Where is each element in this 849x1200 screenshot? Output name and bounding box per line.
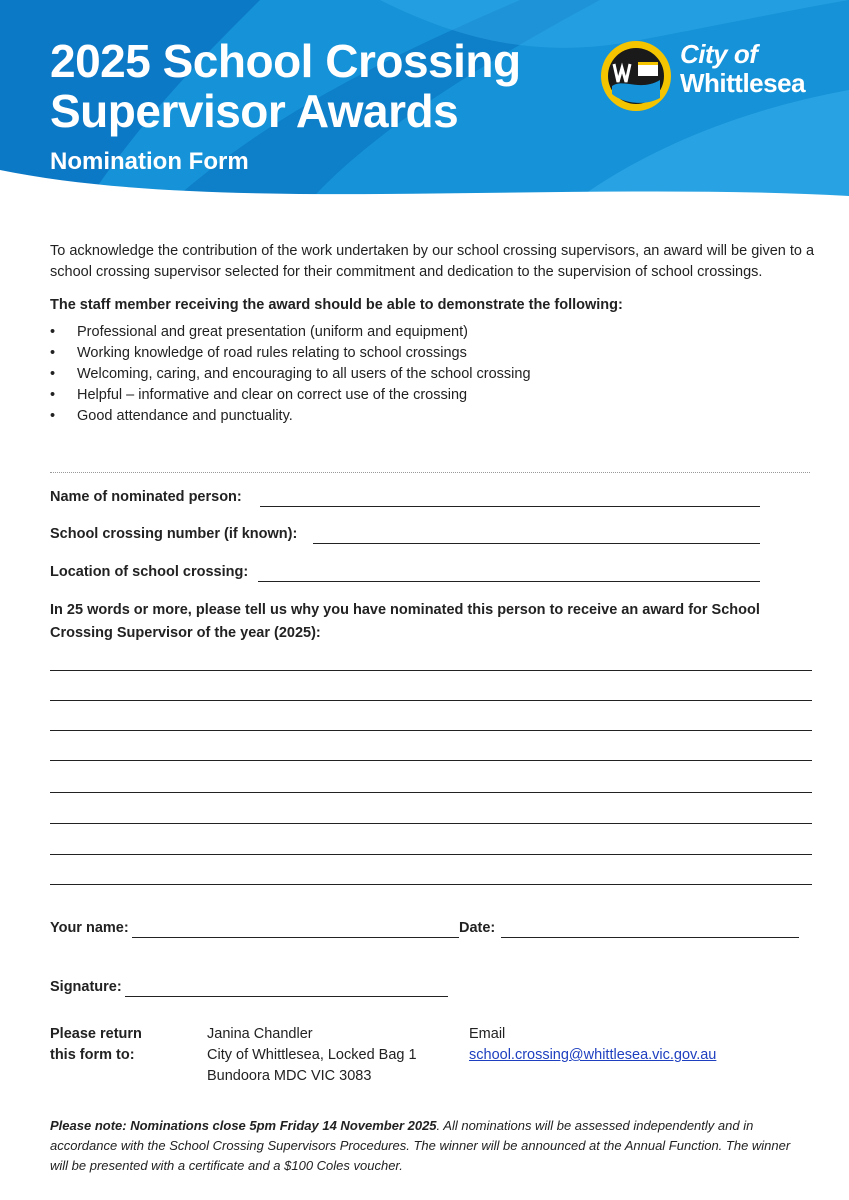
criteria-heading: The staff member receiving the award should be able to demonstrate the following:: [50, 297, 623, 313]
closing-note: [50, 1116, 810, 1176]
crossing-number-input-line[interactable]: [313, 543, 760, 544]
criteria-item: • Helpful – informative and clear on correct use of the crossing: [50, 385, 815, 406]
nominee-input-line[interactable]: [260, 506, 760, 507]
title-line-1: 2025 School Crossing: [50, 35, 521, 87]
title-line-2: Supervisor Awards: [50, 85, 459, 137]
your-name-input-line[interactable]: [132, 937, 459, 938]
intro-paragraph: To acknowledge the contribution of the work undertaken by our school crossing supervisors, an award will be given to a school crossing supervisor selected for their commitment and dedication to the supervision of school crossings.: [50, 243, 815, 280]
logo-line-1: City of: [680, 39, 758, 69]
email-link[interactable]: school.crossing@whittlesea.vic.gov.au: [469, 1047, 717, 1063]
city-logo-text: [680, 40, 805, 98]
answer-line[interactable]: [50, 760, 812, 761]
criteria-item: • Good attendance and punctuality.: [50, 406, 815, 427]
signature-field: [50, 979, 122, 995]
return-label-line-1: Please return: [50, 1026, 142, 1042]
return-name: Janina Chandler: [207, 1026, 313, 1042]
crossing-number-field: [50, 526, 297, 542]
form-intro-section: [50, 241, 815, 427]
date-field: [459, 920, 495, 936]
answer-line[interactable]: [50, 700, 812, 701]
location-input-line[interactable]: [258, 581, 760, 582]
header-banner: [0, 0, 849, 212]
location-label: Location of school crossing:: [50, 564, 249, 580]
logo-line-2: Whittlesea: [680, 68, 806, 98]
answer-line[interactable]: [50, 884, 812, 885]
email-label: Email: [469, 1026, 506, 1042]
criteria-list: [50, 322, 815, 427]
note-details: . All nominations will be assessed independently and in accordance with the School Crossing Supervisors Procedures. The winner will be announced at the Annual Function. The winner will be presented with a certificate and a $100 Coles voucher.: [50, 1118, 791, 1173]
nominee-label: Name of nominated person:: [50, 489, 242, 505]
return-address-line-1: City of Whittlesea, Locked Bag 1: [207, 1047, 417, 1063]
criteria-item: • Professional and great presentation (uniform and equipment): [50, 322, 815, 343]
crossing-number-label: School crossing number (if known):: [50, 526, 298, 542]
criteria-item: • Welcoming, caring, and encouraging to all users of the school crossing: [50, 364, 815, 385]
section-divider: [50, 472, 810, 473]
city-logo: [598, 38, 828, 118]
signature-input-line[interactable]: [125, 996, 448, 997]
note-deadline: Please note: Nominations close 5pm Friday 14 November 2025: [50, 1118, 437, 1133]
return-email-block: [469, 1024, 716, 1066]
your-name-label: Your name:: [50, 920, 129, 936]
answer-line[interactable]: [50, 670, 812, 671]
nominee-field: [50, 489, 242, 505]
answer-line[interactable]: [50, 823, 812, 824]
return-label-line-2: this form to:: [50, 1047, 135, 1063]
answer-line[interactable]: [50, 854, 812, 855]
location-field: [50, 564, 248, 580]
answer-line[interactable]: [50, 730, 812, 731]
whittlesea-emblem-icon: [598, 38, 674, 114]
date-label: Date:: [459, 920, 496, 936]
your-name-field: [50, 920, 129, 936]
page-subtitle: Nomination Form: [50, 148, 249, 175]
return-label: [50, 1024, 142, 1066]
return-address-line-2: Bundoora MDC VIC 3083: [207, 1068, 372, 1084]
answer-line[interactable]: [50, 792, 812, 793]
nomination-question: In 25 words or more, please tell us why you have nominated this person to receive an award for School Crossing Supervisor of the year (2025):: [50, 602, 760, 641]
criteria-item: • Working knowledge of road rules relating to school crossings: [50, 343, 815, 364]
date-input-line[interactable]: [501, 937, 799, 938]
signature-label: Signature:: [50, 979, 122, 995]
page-title: [50, 36, 521, 136]
return-address: [207, 1024, 417, 1087]
